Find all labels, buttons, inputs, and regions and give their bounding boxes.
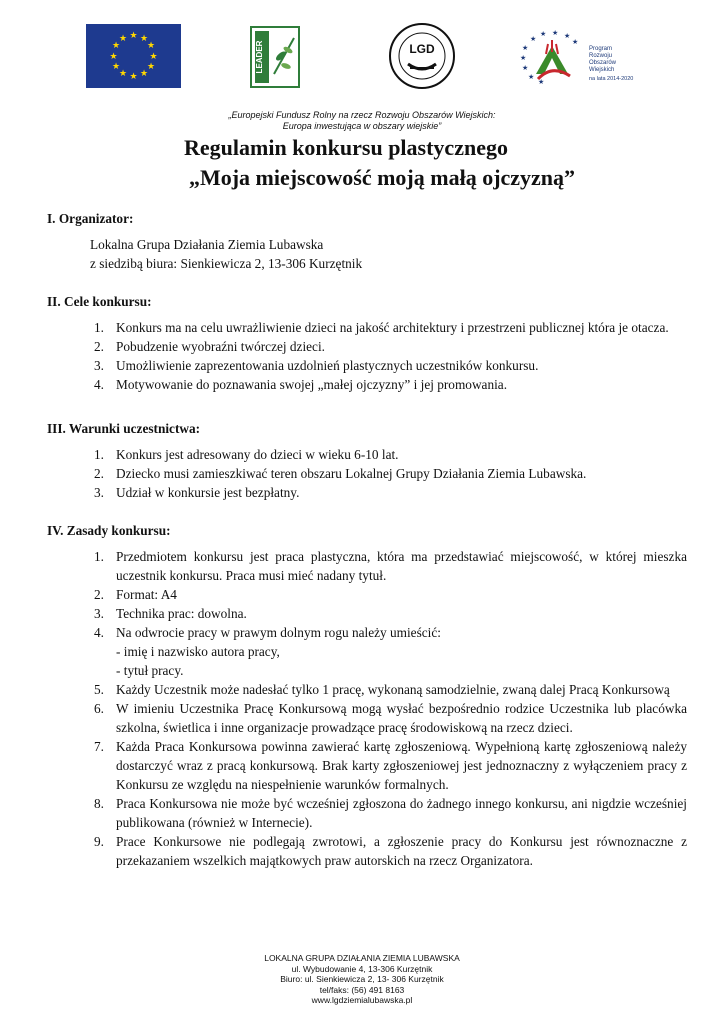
- rules-list: [47, 547, 687, 870]
- svg-text:★: ★: [139, 34, 149, 44]
- logo-bar: [0, 22, 724, 92]
- caption-line-2: Europa inwestująca w obszary wiejskie”: [282, 121, 442, 131]
- caption-line-1: „Europejski Fundusz Rolny na rzecz Rozwoju Obszarów Wiejskich:: [228, 110, 496, 120]
- list-item: 4. Motywowanie do poznawania swojej „małej ojczyzny” i jej promowania.: [94, 377, 508, 392]
- title-line-2: „Moja miejscowość moją małą ojczyzną”: [188, 165, 576, 190]
- svg-text:★: ★: [129, 31, 138, 41]
- goals-list: [47, 318, 687, 394]
- svg-text:★: ★: [111, 41, 121, 51]
- footer-org: LOKALNA GRUPA DZIAŁANIA ZIEMIA LUBAWSKA: [264, 953, 460, 963]
- organizer-name: Lokalna Grupa Działania Ziemia Lubawska: [90, 237, 324, 252]
- organizer-info: [90, 235, 687, 273]
- eu-flag-icon: [86, 24, 181, 88]
- svg-text:★: ★: [540, 30, 547, 38]
- leader-logo: [250, 26, 300, 88]
- svg-text:★: ★: [109, 52, 118, 62]
- list-item: 7. Każda Praca Konkursowa powinna zawierać kartę zgłoszeniową. Wypełnioną kartę zgłoszeniową należy dostarczyć wraz z pracą konkursową. Brak karty zgłoszeniowej jest jednoznaczny z wyłączeniem pracy z Konkursu ze względu na niespełnienie warunków formalnych.: [94, 739, 687, 792]
- prow-text-line: Rozwoju: [589, 53, 613, 59]
- list-sub-item: - imię i nazwisko autora pracy,: [116, 644, 280, 659]
- svg-text:★: ★: [118, 34, 128, 44]
- prow-years: na lata 2014-2020: [589, 76, 634, 82]
- list-item: 6. W imieniu Uczestnika Pracę Konkursową mogą wysłać bezpośrednio rodzice Uczestnika lub placówka szkolna, świetlica i inne organizacje prowadzące pracę środowiskową na rzecz dzieci.: [94, 701, 687, 735]
- lgd-text: LGD: [409, 42, 435, 56]
- svg-text:★: ★: [522, 44, 529, 52]
- page-footer: [0, 953, 724, 1006]
- list-item: 2. Format: A4: [94, 587, 177, 602]
- svg-text:★: ★: [564, 32, 571, 40]
- footer-website: www.lgdziemialubawska.pl: [311, 995, 413, 1005]
- svg-text:★: ★: [111, 62, 121, 72]
- svg-text:★: ★: [149, 52, 158, 62]
- svg-text:★: ★: [522, 64, 529, 72]
- list-item: 1. Przedmiotem konkursu jest praca plastyczna, która ma przedstawiać miejscowość, w której mieszka uczestnik konkursu. Praca musi mieć nadany tytuł.: [94, 549, 687, 583]
- organizer-address: z siedzibą biura: Sienkiewicza 2, 13-306 Kurzętnik: [90, 256, 363, 271]
- svg-text:★: ★: [538, 78, 545, 86]
- section-heading: II. Cele konkursu:: [47, 294, 152, 309]
- section-heading: IV. Zasady konkursu:: [47, 523, 171, 538]
- svg-text:★: ★: [146, 41, 156, 51]
- section-heading: I. Organizator:: [47, 211, 134, 226]
- conditions-list: [47, 445, 687, 502]
- list-sub-item: - tytuł pracy.: [116, 663, 184, 678]
- svg-text:★: ★: [572, 38, 579, 46]
- list-item: 3. Umożliwienie zaprezentowania uzdolnień plastycznych uczestników konkursu.: [94, 358, 539, 373]
- list-item: 5. Każdy Uczestnik może nadesłać tylko 1 pracę, wykonaną samodzielnie, zwaną dalej Pracą Konkursową: [94, 682, 670, 697]
- svg-text:★: ★: [552, 29, 559, 37]
- list-item: 2. Dziecko musi zamieszkiwać teren obszaru Lokalnej Grupy Działania Ziemia Lubawska.: [94, 466, 587, 481]
- prow-logo: [516, 24, 634, 88]
- svg-text:★: ★: [520, 54, 527, 62]
- svg-text:★: ★: [146, 62, 156, 72]
- list-item: 1. Konkurs jest adresowany do dzieci w wieku 6-10 lat.: [94, 447, 399, 462]
- list-item: 3. Technika prac: dowolna.: [94, 606, 247, 621]
- svg-text:★: ★: [129, 72, 138, 82]
- svg-text:★: ★: [118, 69, 128, 79]
- page-title: [0, 133, 724, 193]
- prow-text-line: Program: [589, 46, 613, 52]
- fund-caption: [0, 110, 724, 132]
- prow-text-line: Wiejskich: [589, 67, 615, 73]
- footer-office: Biuro: ul. Sienkiewicza 2, 13- 306 Kurzętnik: [280, 974, 444, 984]
- list-item: 9. Prace Konkursowe nie podlegają zwrotowi, a zgłoszenie pracy do Konkursu jest równoznaczne z przekazaniem wszelkich majątkowych praw autorskich na rzecz Organizatora.: [94, 834, 687, 868]
- list-item: 8. Praca Konkursowa nie może być wcześniej zgłoszona do żadnego innego konkursu, ani nigdzie wcześniej publikowana (również w Internecie).: [94, 796, 687, 830]
- section-heading: III. Warunki uczestnictwa:: [47, 421, 201, 436]
- lgd-logo: [388, 22, 456, 90]
- footer-phone: tel/faks: (56) 491 8163: [319, 984, 405, 995]
- list-item: 3. Udział w konkursie jest bezpłatny.: [94, 485, 300, 500]
- list-item: 1. Konkurs ma na celu uwrażliwienie dzieci na jakość architektury i przestrzeni publicznej która je otacza.: [94, 320, 669, 335]
- list-item: 4. Na odwrocie pracy w prawym dolnym rogu należy umieścić:: [94, 625, 441, 640]
- title-line-1: Regulamin konkursu plastycznego: [184, 135, 508, 160]
- prow-text-line: Obszarów: [589, 60, 617, 66]
- list-item: 2. Pobudzenie wyobraźni twórczej dzieci.: [94, 339, 325, 354]
- svg-text:★: ★: [530, 35, 537, 43]
- svg-text:★: ★: [528, 73, 535, 81]
- footer-address: ul. Wybudowanie 4, 13-306 Kurzętnik: [291, 963, 433, 974]
- leader-text: LEADER: [255, 40, 264, 74]
- regulations-body: [47, 209, 687, 870]
- svg-text:★: ★: [139, 69, 149, 79]
